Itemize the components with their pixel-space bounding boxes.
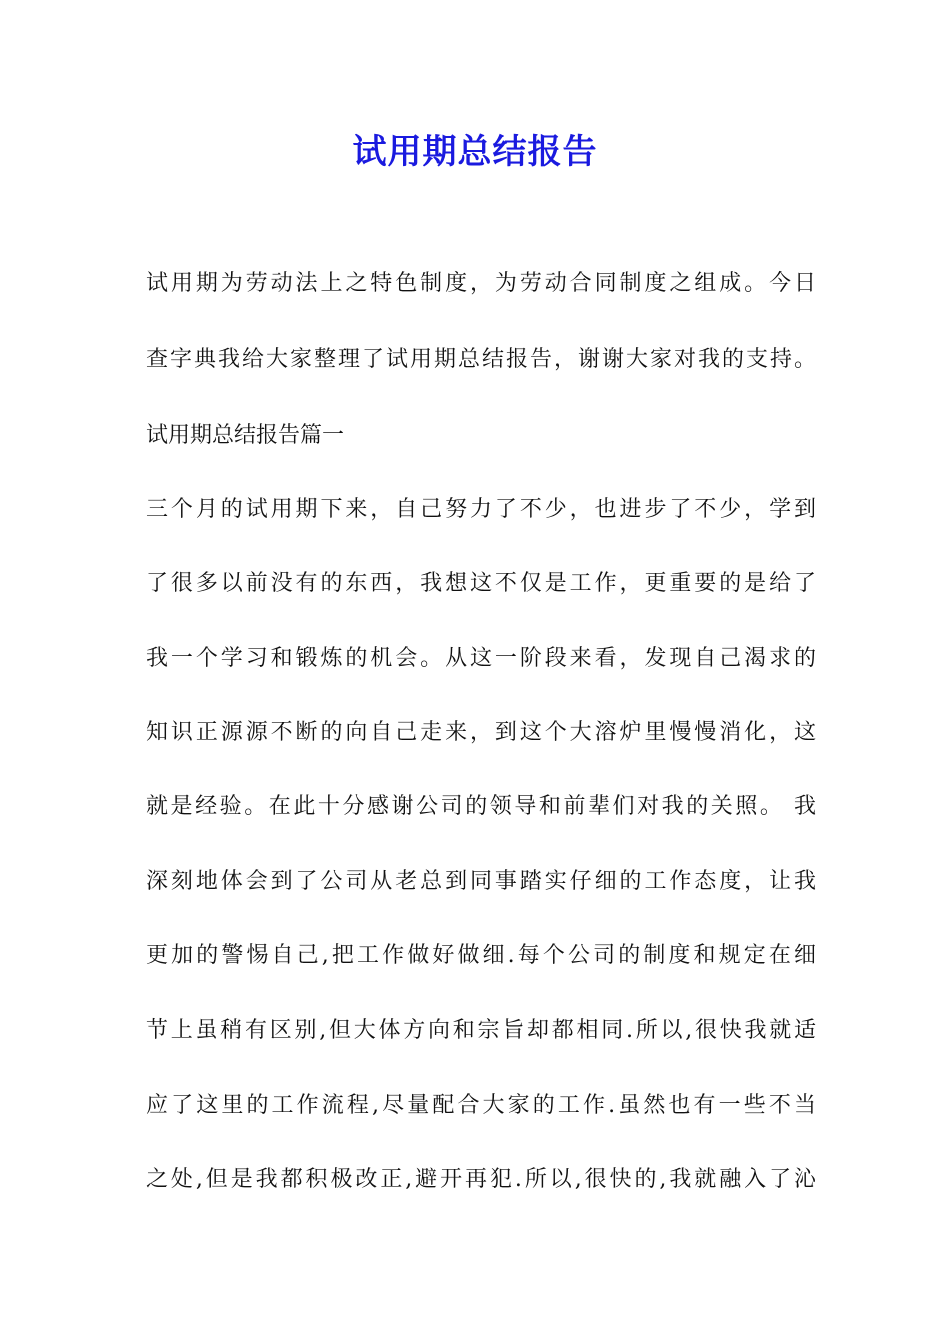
paragraph-line: 之处,但是我都积极改正,避开再犯.所以,很快的,我就融入了沁 xyxy=(146,1167,816,1192)
paragraph-line: 节上虽稍有区别,但大体方向和宗旨却都相同.所以,很快我就适 xyxy=(146,1018,816,1043)
document-title: 试用期总结报告 xyxy=(352,132,598,172)
paragraph-line: 我一个学习和锻炼的机会。从这一阶段来看，发现自己渴求的 xyxy=(146,646,816,671)
paragraph-line: 试用期为劳动法上之特色制度，为劳动合同制度之组成。今日 xyxy=(146,271,816,296)
paragraph-line: 就是经验。在此十分感谢公司的领导和前辈们对我的关照。 我 xyxy=(146,794,816,819)
paragraph-line: 查字典我给大家整理了试用期总结报告，谢谢大家对我的支持。 xyxy=(146,347,816,372)
section-heading: 试用期总结报告篇一 xyxy=(146,423,345,448)
paragraph-line: 了很多以前没有的东西，我想这不仅是工作，更重要的是给了 xyxy=(146,571,816,596)
paragraph-line: 深刻地体会到了公司从老总到同事踏实仔细的工作态度，让我 xyxy=(146,869,816,894)
paragraph-line: 三个月的试用期下来，自己努力了不少，也进步了不少，学到 xyxy=(146,497,816,522)
paragraph-line: 应了这里的工作流程,尽量配合大家的工作.虽然也有一些不当 xyxy=(146,1093,816,1118)
paragraph-line: 更加的警惕自己,把工作做好做细.每个公司的制度和规定在细 xyxy=(146,943,816,968)
paragraph-line: 知识正源源不断的向自己走来，到这个大溶炉里慢慢消化，这 xyxy=(146,720,816,745)
